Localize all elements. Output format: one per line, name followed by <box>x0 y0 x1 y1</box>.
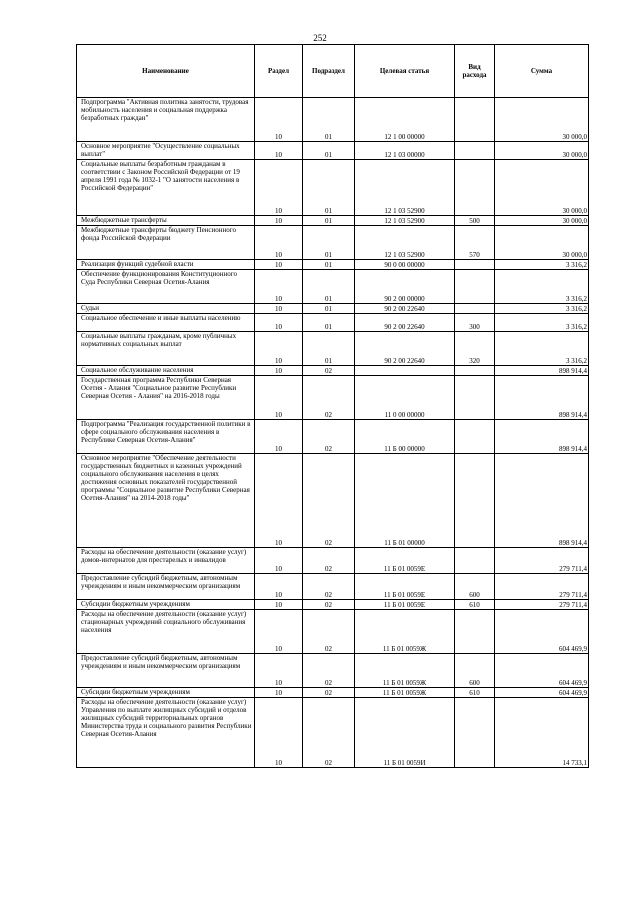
cell-subsection: 01 <box>303 260 355 270</box>
cell-target: 11 Б 01 0059Е <box>355 600 455 610</box>
cell-sum: 3 316,2 <box>495 260 589 270</box>
cell-name: Предоставление субсидий бюджетным, автономным учреждениям и иным некоммерческим организациям <box>77 574 255 600</box>
cell-target: 90 0 00 00000 <box>355 260 455 270</box>
cell-target: 12 1 03 52900 <box>355 160 455 216</box>
cell-subsection: 02 <box>303 366 355 376</box>
cell-name: Судьи <box>77 304 255 314</box>
cell-name: Межбюджетные трансферты <box>77 216 255 226</box>
cell-name: Межбюджетные трансферты бюджету Пенсионного фонда Российской Федерации <box>77 226 255 260</box>
cell-section: 10 <box>255 270 303 304</box>
cell-section: 10 <box>255 142 303 160</box>
cell-target: 12 1 03 52900 <box>355 226 455 260</box>
table-row <box>77 160 589 216</box>
table-row <box>77 366 589 376</box>
cell-subsection: 01 <box>303 160 355 216</box>
cell-expense-type: 300 <box>455 314 495 332</box>
cell-section: 10 <box>255 160 303 216</box>
cell-name: Подпрограмма "Реализация государственной политики в сфере социального обслуживания населения в Республике Северная Осетия-Алания" <box>77 420 255 454</box>
table-row <box>77 376 589 420</box>
cell-subsection: 01 <box>303 142 355 160</box>
header-name: Наименование <box>77 45 255 98</box>
cell-target: 11 Б 00 00000 <box>355 420 455 454</box>
header-target: Целевая статья <box>355 45 455 98</box>
cell-sum: 898 914,4 <box>495 376 589 420</box>
cell-sum: 3 316,2 <box>495 332 589 366</box>
table-row <box>77 600 589 610</box>
cell-target: 11 Б 01 0059Ж <box>355 688 455 698</box>
cell-name: Реализация функций судебной власти <box>77 260 255 270</box>
cell-sum: 279 711,4 <box>495 548 589 574</box>
cell-subsection: 02 <box>303 376 355 420</box>
cell-section: 10 <box>255 260 303 270</box>
cell-target: 90 2 00 22640 <box>355 304 455 314</box>
cell-subsection: 01 <box>303 332 355 366</box>
cell-expense-type: 570 <box>455 226 495 260</box>
cell-subsection: 02 <box>303 454 355 548</box>
cell-subsection: 02 <box>303 688 355 698</box>
cell-name: Расходы на обеспечение деятельности (оказание услуг) стационарных учреждений социального обслуживания населения <box>77 610 255 654</box>
cell-name: Расходы на обеспечение деятельности (оказание услуг) Управления по выплате жилищных субсидий и отделов жилищных субсидий территориальных органов Министерства труда и социального развития Республики Северная Осетия-Алания <box>77 698 255 768</box>
cell-name: Расходы на обеспечение деятельности (оказание услуг) домов-интернатов для престарелых и инвалидов <box>77 548 255 574</box>
cell-expense-type <box>455 698 495 768</box>
cell-sum: 3 316,2 <box>495 270 589 304</box>
cell-subsection: 01 <box>303 304 355 314</box>
cell-sum: 898 914,4 <box>495 420 589 454</box>
cell-section: 10 <box>255 698 303 768</box>
cell-sum: 3 316,2 <box>495 304 589 314</box>
cell-subsection: 02 <box>303 654 355 688</box>
table-row <box>77 270 589 304</box>
table-row <box>77 98 589 142</box>
cell-name: Основное мероприятие "Обеспечение деятельности государственных бюджетных и казенных учреждений социального обслуживания населения в целях достижения основных показателей государственной программы "Социальное развитие Республики Северная Осетия-Алания" на 2014-2018 годы" <box>77 454 255 548</box>
cell-expense-type <box>455 454 495 548</box>
cell-sum: 604 469,9 <box>495 610 589 654</box>
cell-sum: 898 914,4 <box>495 454 589 548</box>
cell-sum: 604 469,9 <box>495 654 589 688</box>
cell-expense-type: 600 <box>455 654 495 688</box>
table-row <box>77 654 589 688</box>
cell-name: Социальное обеспечение и иные выплаты населению <box>77 314 255 332</box>
cell-section: 10 <box>255 420 303 454</box>
table-row <box>77 420 589 454</box>
cell-expense-type: 600 <box>455 574 495 600</box>
cell-section: 10 <box>255 226 303 260</box>
cell-expense-type: 500 <box>455 216 495 226</box>
table-row <box>77 688 589 698</box>
table-row <box>77 216 589 226</box>
cell-subsection: 02 <box>303 698 355 768</box>
cell-expense-type: 320 <box>455 332 495 366</box>
header-sum: Сумма <box>495 45 589 98</box>
cell-section: 10 <box>255 600 303 610</box>
cell-sum: 279 711,4 <box>495 574 589 600</box>
cell-sum: 14 733,1 <box>495 698 589 768</box>
table-row <box>77 548 589 574</box>
cell-name: Обеспечение функционирования Конституционного Суда Республики Северная Осетия-Алания <box>77 270 255 304</box>
header-section: Раздел <box>255 45 303 98</box>
cell-name: Государственная программа Республики Северная Осетия - Алания "Социальное развитие Республики Северная Осетия - Алания" на 2016-2018 годы <box>77 376 255 420</box>
header-expense-type: Вид расхода <box>455 45 495 98</box>
cell-target: 12 1 00 00000 <box>355 98 455 142</box>
cell-expense-type <box>455 376 495 420</box>
cell-expense-type <box>455 548 495 574</box>
cell-name: Субсидии бюджетным учреждениям <box>77 688 255 698</box>
cell-name: Основное мероприятие "Осуществление социальных выплат" <box>77 142 255 160</box>
cell-section: 10 <box>255 314 303 332</box>
cell-subsection: 02 <box>303 420 355 454</box>
table-row <box>77 304 589 314</box>
cell-target: 11 Б 01 0059Е <box>355 548 455 574</box>
table-row <box>77 332 589 366</box>
cell-sum: 30 000,0 <box>495 226 589 260</box>
cell-expense-type: 610 <box>455 688 495 698</box>
cell-name: Предоставление субсидий бюджетным, автономным учреждениям и иным некоммерческим организациям <box>77 654 255 688</box>
cell-section: 10 <box>255 216 303 226</box>
cell-section: 10 <box>255 98 303 142</box>
cell-target: 11 Б 01 0059И <box>355 698 455 768</box>
cell-name: Субсидии бюджетным учреждениям <box>77 600 255 610</box>
cell-sum: 898 914,4 <box>495 366 589 376</box>
table-row <box>77 142 589 160</box>
budget-table <box>76 44 589 768</box>
table-row <box>77 226 589 260</box>
cell-target: 11 Б 01 0059Е <box>355 574 455 600</box>
cell-target: 90 2 00 00000 <box>355 270 455 304</box>
cell-subsection: 01 <box>303 314 355 332</box>
cell-sum: 30 000,0 <box>495 160 589 216</box>
cell-target: 12 1 03 00000 <box>355 142 455 160</box>
page-number: 252 <box>313 33 327 43</box>
cell-name: Подпрограмма "Активная политика занятости, трудовая мобильность населения и социальная поддержка безработных граждан" <box>77 98 255 142</box>
cell-expense-type <box>455 260 495 270</box>
cell-subsection: 01 <box>303 98 355 142</box>
table-row <box>77 454 589 548</box>
cell-sum: 30 000,0 <box>495 216 589 226</box>
cell-section: 10 <box>255 548 303 574</box>
cell-expense-type <box>455 160 495 216</box>
table-row <box>77 314 589 332</box>
table-row <box>77 610 589 654</box>
cell-target <box>355 366 455 376</box>
cell-sum: 279 711,4 <box>495 600 589 610</box>
cell-expense-type <box>455 304 495 314</box>
cell-section: 10 <box>255 574 303 600</box>
cell-section: 10 <box>255 366 303 376</box>
cell-subsection: 01 <box>303 270 355 304</box>
cell-expense-type <box>455 366 495 376</box>
cell-expense-type: 610 <box>455 600 495 610</box>
cell-name: Социальное обслуживание населения <box>77 366 255 376</box>
cell-section: 10 <box>255 688 303 698</box>
cell-target: 90 2 00 22640 <box>355 314 455 332</box>
cell-target: 90 2 00 22640 <box>355 332 455 366</box>
cell-expense-type <box>455 420 495 454</box>
cell-target: 11 0 00 00000 <box>355 376 455 420</box>
cell-name: Социальные выплаты безработным гражданам в соответствии с Законом Российской Федерации от 19 апреля 1991 года № 1032-1 "О занятости населения в Российской Федерации" <box>77 160 255 216</box>
cell-subsection: 02 <box>303 548 355 574</box>
table-row <box>77 574 589 600</box>
cell-section: 10 <box>255 332 303 366</box>
cell-sum: 604 469,9 <box>495 688 589 698</box>
cell-name: Социальные выплаты гражданам, кроме публичных нормативных социальных выплат <box>77 332 255 366</box>
cell-section: 10 <box>255 654 303 688</box>
cell-sum: 3 316,2 <box>495 314 589 332</box>
header-subsection: Подраздел <box>303 45 355 98</box>
cell-expense-type <box>455 270 495 304</box>
cell-target: 12 1 03 52900 <box>355 216 455 226</box>
table-row <box>77 698 589 768</box>
cell-sum: 30 000,0 <box>495 98 589 142</box>
cell-subsection: 01 <box>303 216 355 226</box>
table-header-row <box>77 45 589 98</box>
cell-target: 11 Б 01 0059Ж <box>355 654 455 688</box>
cell-section: 10 <box>255 610 303 654</box>
cell-target: 11 Б 01 00000 <box>355 454 455 548</box>
cell-subsection: 02 <box>303 610 355 654</box>
cell-subsection: 02 <box>303 600 355 610</box>
cell-target: 11 Б 01 0059Ж <box>355 610 455 654</box>
cell-expense-type <box>455 98 495 142</box>
cell-expense-type <box>455 610 495 654</box>
table-row <box>77 260 589 270</box>
cell-section: 10 <box>255 304 303 314</box>
cell-section: 10 <box>255 454 303 548</box>
cell-subsection: 01 <box>303 226 355 260</box>
cell-subsection: 02 <box>303 574 355 600</box>
cell-section: 10 <box>255 376 303 420</box>
cell-expense-type <box>455 142 495 160</box>
cell-sum: 30 000,0 <box>495 142 589 160</box>
